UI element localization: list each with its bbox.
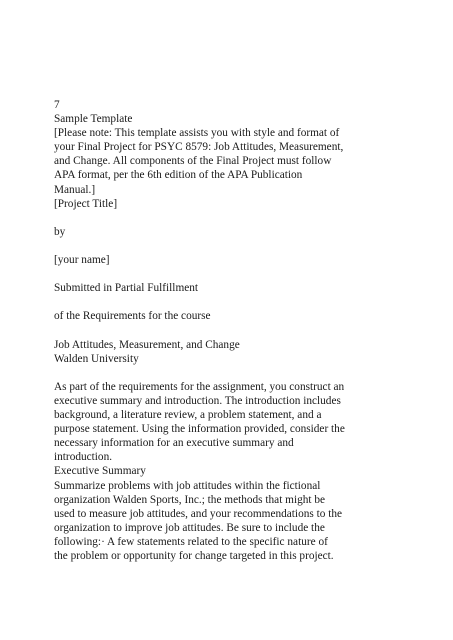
university-name: Walden University <box>54 352 139 365</box>
course-name: Job Attitudes, Measurement, and Change <box>54 338 240 351</box>
page-number: 7 <box>54 99 60 111</box>
document-body <box>54 98 404 563</box>
template-heading: Sample Template <box>54 113 133 126</box>
submission-statement: Submitted in Partial Fulfillment <box>54 282 199 295</box>
template-note: [Please note: This template assists you with style and format of your Final Project for PSYC 8579: Job Attitudes, Measurement, and Change. All components of the Final Project must follow APA format, per the 6th edition of the APA Publication Manual.] <box>54 127 344 196</box>
section-heading: Executive Summary <box>54 465 146 478</box>
author-name: [your name] <box>54 254 110 267</box>
project-title: [Project Title] <box>54 197 118 210</box>
requirements-statement: of the Requirements for the course <box>54 310 211 323</box>
intro-paragraph: As part of the requirements for the assignment, you construct an executive summary and introduction. The introduction includes background, a literature review, a problem statement, and a purpose statement. Using the information provided, consider the necessary information for an executive summary and introduction. <box>54 380 345 464</box>
by-line: by <box>54 225 66 238</box>
summary-paragraph: Summarize problems with job attitudes within the fictional organization Walden Sports, Inc.; the methods that might be used to measure job attitudes, and your recommendations to the organization to improve job attitudes. Be sure to include the following:· A few statements related to the specific nature of the problem or opportunity for change targeted in this project. <box>54 479 342 562</box>
